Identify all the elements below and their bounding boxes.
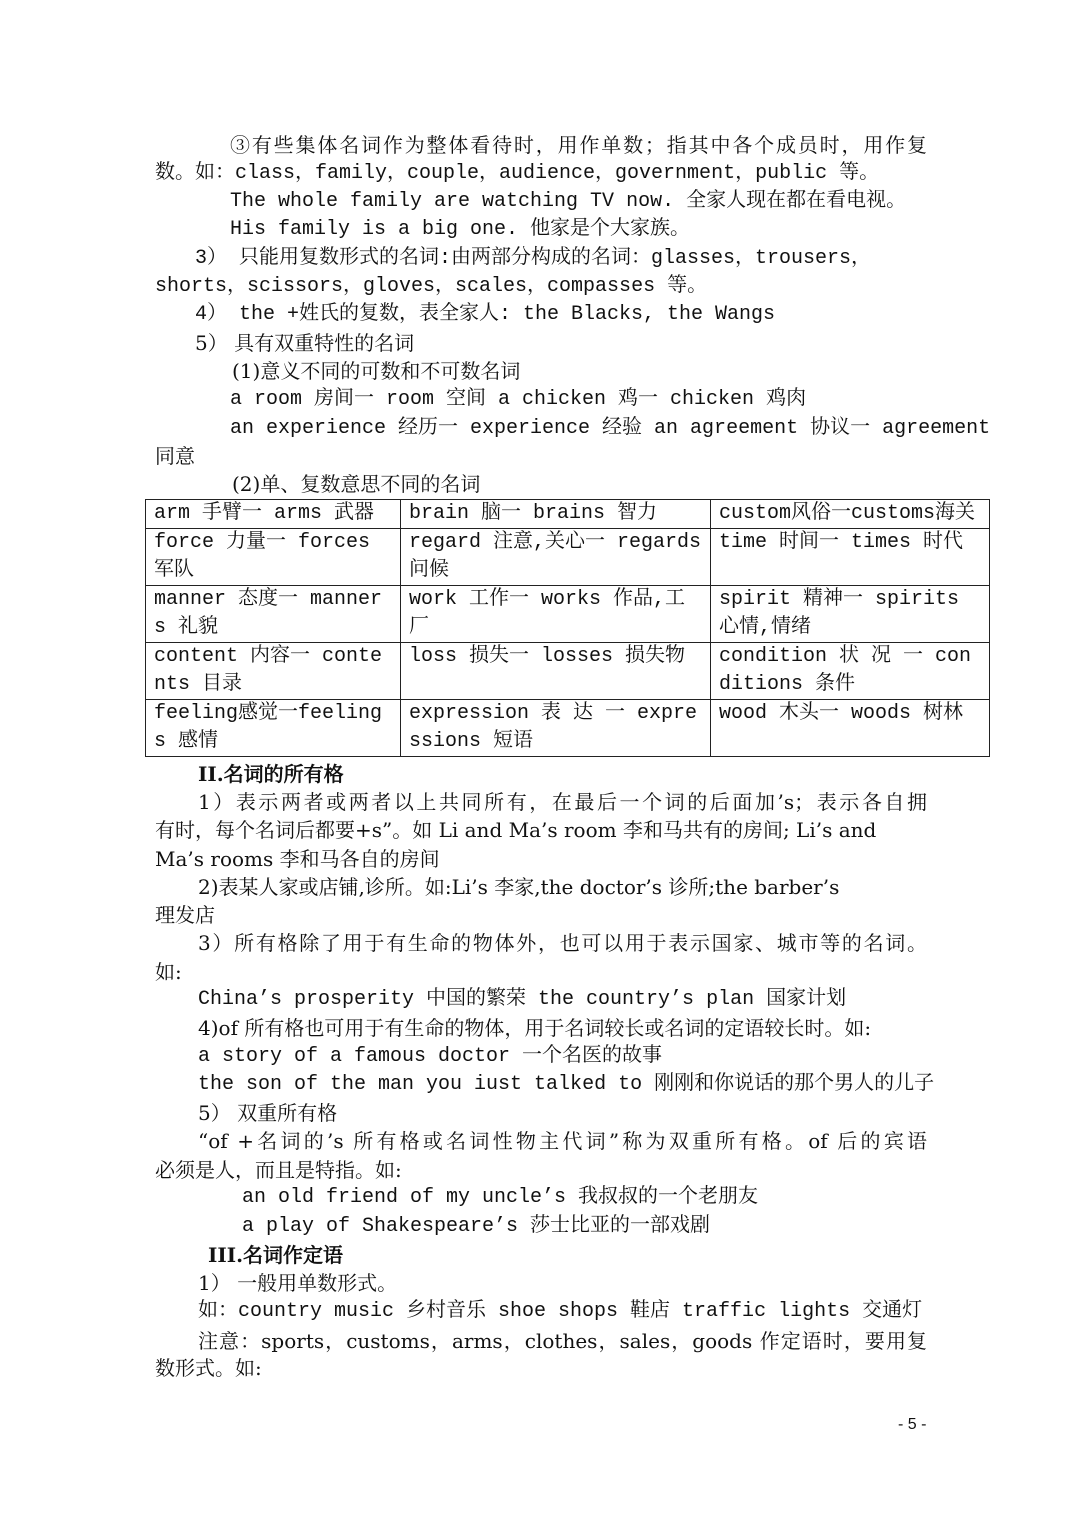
table-row <box>146 500 990 529</box>
example-line: a story of a famous doctor 一个名医的故事 <box>198 1045 663 1068</box>
paragraph-line: 数形式。如: <box>155 1356 262 1380</box>
table-row <box>146 700 990 757</box>
paragraph-line: 4)of 所有格也可用于有生命的物体，用于名词较长或名词的定语较长时。如: <box>198 1016 872 1040</box>
subheading: (1)意义不同的可数和不可数名词 <box>232 359 521 383</box>
paragraph-line: 必须是人，而且是特指。如: <box>155 1158 402 1182</box>
table-cell: wood 木头一 woods 树林 <box>711 700 990 757</box>
list-item: 1） 一般用单数形式。 <box>198 1271 398 1295</box>
example-line: China’s prosperity 中国的繁荣 the country’s plan 国家计划 <box>198 988 847 1011</box>
noun-table <box>145 499 990 757</box>
paragraph-line: 2)表某人家或店铺,诊所。如:Li’s 李家,the doctor’s 诊所;the barber’s <box>198 875 840 899</box>
list-item: 3） 只能用复数形式的名词:由两部分构成的名词：glasses，trousers， <box>195 247 872 270</box>
table-cell: brain 脑一 brains 智力 <box>401 500 711 529</box>
paragraph-line: 如: <box>155 960 182 984</box>
table-row <box>146 529 990 586</box>
paragraph-line: 有时，每个名词后都要+s”。如 Li and Ma’s room 李和马共有的房间; Li’s and <box>155 818 877 842</box>
section-heading: II.名词的所有格 <box>198 762 344 786</box>
paragraph-line: “of +名词的’s 所有格或名词性物主代词”称为双重所有格。of 后的宾语 <box>198 1129 927 1153</box>
example-line: 如：country music 乡村音乐 shoe shops 鞋店 traffic lights 交通灯 <box>198 1300 923 1323</box>
table-cell: expression 表 达 一 expressions 短语 <box>401 700 711 757</box>
table-row <box>146 586 990 643</box>
paragraph-line: 3）所有格除了用于有生命的物体外，也可以用于表示国家、城市等的名词。 <box>198 931 927 955</box>
list-item: 5） 双重所有格 <box>198 1101 338 1125</box>
table-cell: force 力量一 forces 军队 <box>146 529 401 586</box>
table-cell: feeling感觉一feelings 感情 <box>146 700 401 757</box>
example-line: an old friend of my uncle’s 我叔叔的一个老朋友 <box>242 1186 759 1209</box>
subheading: (2)单、复数意思不同的名词 <box>232 472 481 496</box>
example-line: the son of the man you iust talked to 刚刚和你说话的那个男人的儿子 <box>198 1073 935 1096</box>
example-line: a play of Shakespeare’s 莎士比亚的一部戏剧 <box>242 1215 711 1238</box>
table-row <box>146 643 990 700</box>
table-cell: time 时间一 times 时代 <box>711 529 990 586</box>
paragraph-line: shorts，scissors，gloves，scales，compasses 等。 <box>155 275 708 298</box>
example-line: a room 房间一 room 空间 a chicken 鸡一 chicken 鸡肉 <box>230 388 807 411</box>
paragraph-line: 1）表示两者或两者以上共同所有，在最后一个词的后面加’s；表示各自拥 <box>198 790 927 814</box>
table-cell: spirit 精神一 spirits 心情,情绪 <box>711 586 990 643</box>
table-cell: arm 手臂一 arms 武器 <box>146 500 401 529</box>
table-cell: loss 损失一 losses 损失物 <box>401 643 711 700</box>
table-cell: content 内容一 contents 目录 <box>146 643 401 700</box>
paragraph-line: 注意：sports，customs，arms，clothes，sales，goods 作定语时，要用复 <box>198 1329 927 1353</box>
paragraph-line: ③有些集体名词作为整体看待时，用作单数；指其中各个成员时，用作复 <box>230 133 927 157</box>
table-cell: condition 状 况 一 conditions 条件 <box>711 643 990 700</box>
example-line: His family is a big one. 他家是个大家族。 <box>230 218 691 241</box>
paragraph-line: Ma’s rooms 李和马各自的房间 <box>155 847 440 871</box>
paragraph-line: 数。如：class，family，couple，audience，government，public 等。 <box>155 162 880 185</box>
list-item: 5） 具有双重特性的名词 <box>195 331 415 355</box>
table-cell: custom风俗一customs海关 <box>711 500 990 529</box>
table-cell: regard 注意,关心一 regards 问候 <box>401 529 711 586</box>
example-line: an experience 经历一 experience 经验 an agreement 协议一 agreement <box>230 417 991 440</box>
page-number: - 5 - <box>898 1416 927 1433</box>
list-item: 4） the +姓氏的复数，表全家人: the Blacks, the Wangs <box>195 303 776 326</box>
example-line: The whole family are watching TV now. 全家人现在都在看电视。 <box>230 190 907 213</box>
section-heading: III.名词作定语 <box>208 1243 344 1267</box>
paragraph-line: 同意 <box>155 444 195 468</box>
paragraph-line: 理发店 <box>155 903 215 927</box>
table-cell: work 工作一 works 作品,工厂 <box>401 586 711 643</box>
table-cell: manner 态度一 manners 礼貌 <box>146 586 401 643</box>
